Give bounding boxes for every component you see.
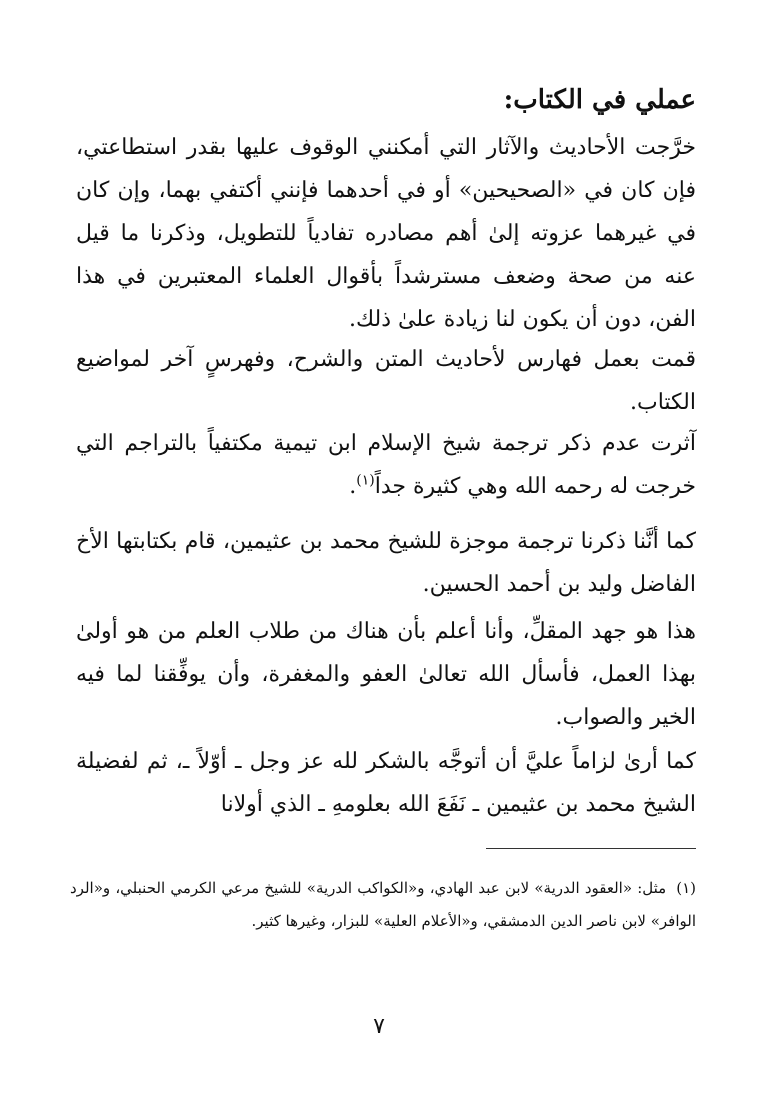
paragraph-takhrij: خرَّجت الأحاديث والآثار التي أمكنني الوقوف عليها بقدر استطاعتي، فإن كان في «الصحيحين» أو في أحدهما فإنني أكتفي بهما، وإن كان في غيرهما عزوته إلىٰ أهم مصادره تفادياً للتطويل، وذكرنا ما قيل عنه من صحة وضعف مسترشداً بأقوال العلماء المعتبرين في هذا الفن، دون أن يكون لنا زيادة علىٰ ذلك.: [76, 135, 696, 332]
paragraph-indexes: قمت بعمل فهارس لأحاديث المتن والشرح، وفهرسٍ آخر لمواضيع الكتاب.: [76, 347, 696, 415]
paragraph-uthaymeen-bio: كما أنَّنا ذكرنا ترجمة موجزة للشيخ محمد بن عثيمين، قام بكتابتها الأخ الفاضل وليد بن أحمد الحسين.: [76, 529, 696, 597]
footnote-reference[interactable]: (١): [356, 472, 375, 489]
paragraph-thanks: كما أرىٰ لزاماً عليَّ أن أتوجَّه بالشكر لله عز وجل ـ أوّلاً ـ، ثم لفضيلة الشيخ محمد بن عثيمين ـ نَفَعَ الله بعلومهِ ـ الذي أولانا: [76, 749, 696, 817]
paragraph-biography-end: .: [349, 474, 357, 499]
section-heading: عملي في الكتاب:: [503, 85, 696, 115]
footnote: [70, 872, 696, 938]
page-number: ٧: [373, 1014, 385, 1039]
paragraph-biography-text: آثرت عدم ذكر ترجمة شيخ الإسلام ابن تيمية مكتفياً بالتراجم التي خرجت له رحمه الله وهي كثيرة جداً: [76, 431, 696, 499]
footnote-text: مثل: «العقود الدرية» لابن عبد الهادي، و«الكواكب الدرية» للشيخ مرعي الكرمي الحنبلي، و«الرد الوافر» لابن ناصر الدين الدمشقي، و«الأعلام العلية» للبزار، وغيرها كثير.: [70, 879, 696, 930]
footnote-marker: (١): [676, 879, 696, 897]
footnote-separator: [486, 848, 696, 849]
paragraph-effort: هذا هو جهد المقلِّ، وأنا أعلم بأن هناك من طلاب العلم من هو أولىٰ بهذا العمل، فأسأل الله تعالىٰ العفو والمغفرة، وأن يوفِّقنا لما فيه الخير والصواب.: [76, 619, 696, 730]
paragraph-biography: [76, 422, 696, 508]
